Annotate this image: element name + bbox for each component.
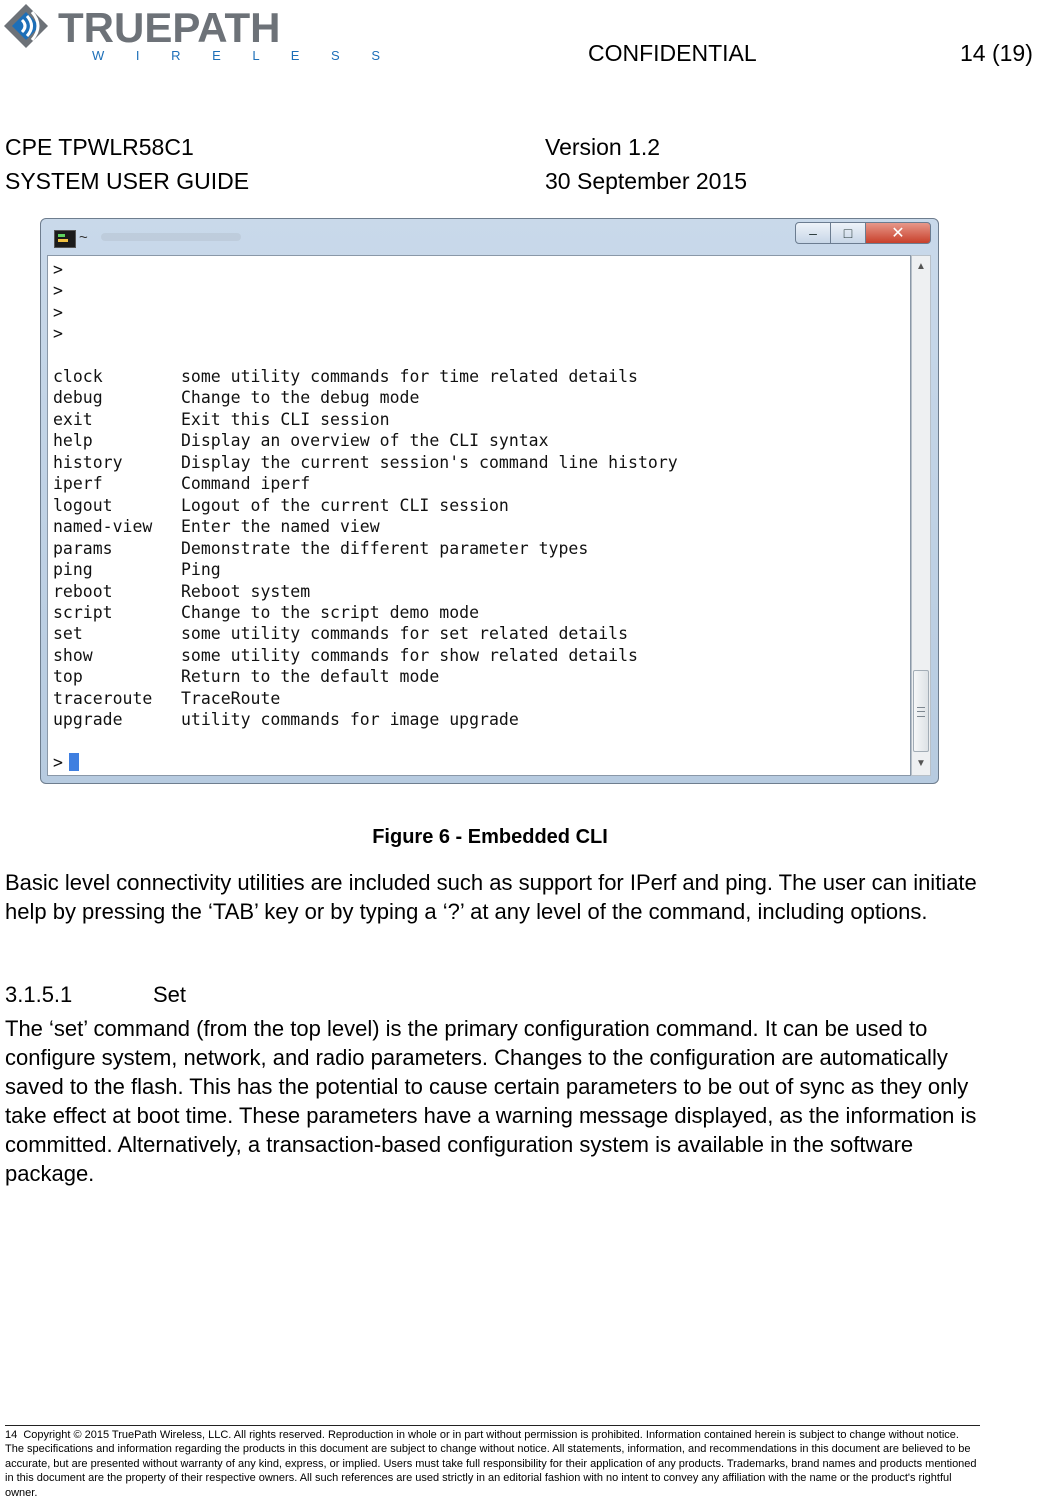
cli-command-name: traceroute bbox=[53, 688, 153, 708]
cli-command-description: Demonstrate the different parameter types bbox=[181, 538, 589, 558]
active-prompt-line[interactable] bbox=[53, 753, 79, 772]
figure-caption: Figure 6 - Embedded CLI bbox=[372, 826, 608, 848]
cli-command-description: some utility commands for set related details bbox=[181, 624, 629, 644]
cli-command-description: Exit this CLI session bbox=[181, 409, 390, 429]
maximize-icon: □ bbox=[843, 225, 853, 241]
terminal-output[interactable] bbox=[47, 255, 911, 776]
footer-copyright bbox=[5, 1428, 980, 1500]
cli-command-name: script bbox=[53, 602, 113, 622]
cli-command-description: utility commands for image upgrade bbox=[181, 710, 519, 730]
section-title: Set bbox=[153, 982, 187, 1007]
cli-command-name: ping bbox=[53, 560, 93, 579]
scroll-up-icon[interactable]: ▲ bbox=[916, 261, 926, 272]
doc-header-right bbox=[545, 130, 747, 198]
cli-command-description: Display the current session's command line history bbox=[181, 452, 678, 472]
cli-command-name: set bbox=[53, 624, 83, 644]
logo-subtext: W I R E L E S S bbox=[92, 48, 394, 63]
version-label: Version 1.2 bbox=[545, 134, 661, 160]
logo-text-true: TRUEPATH bbox=[58, 4, 281, 51]
minimize-button[interactable] bbox=[795, 222, 831, 244]
close-button[interactable] bbox=[865, 222, 931, 244]
close-icon: ✕ bbox=[891, 225, 905, 242]
cli-command-name: clock bbox=[53, 367, 103, 386]
cli-command-description: Enter the named view bbox=[181, 517, 380, 537]
cli-command-description: TraceRoute bbox=[181, 688, 281, 708]
vertical-scrollbar[interactable] bbox=[911, 255, 931, 776]
cli-command-description: Return to the default mode bbox=[181, 667, 440, 687]
doc-header-left bbox=[5, 130, 249, 198]
cli-command-name: named-view bbox=[53, 517, 153, 537]
terminal-app-icon bbox=[54, 230, 76, 248]
truepath-logo bbox=[0, 0, 394, 72]
guide-title: SYSTEM USER GUIDE bbox=[5, 168, 250, 194]
prompt-line: > bbox=[53, 260, 63, 279]
cli-command-name: show bbox=[53, 645, 93, 665]
prompt-line: > bbox=[53, 281, 63, 300]
cli-command-name: upgrade bbox=[53, 710, 123, 730]
footer-page-number: 14 bbox=[5, 1429, 18, 1441]
paragraph-set-command: The ‘set’ command (from the top level) is the primary configuration command. It can be used to configure system, network, and radio parameters. Changes to the configuration are automatically saved to the flash. This has the potential to cause certain parameters to be out of sync as they only take effect at boot time. These parameters have a warning message displayed, as the information is committed. Alternatively, a transaction-based configuration system is available in the software package. bbox=[5, 1016, 977, 1186]
grip-icon bbox=[917, 707, 925, 717]
cli-command-description: some utility commands for time related details bbox=[181, 367, 638, 386]
footer-text: Copyright © 2015 TruePath Wireless, LLC. All rights reserved. Reproduction in whole or in part without permission is prohibited. Information contained herein is subject to change without notice. The specifications and information regarding the products in this document are subject to change without notice. All statements, information, and recommendations in this document are believed to be accurate, but are presented without warranty of any kind, express, or implied. Users must take full responsibility for their application of any products. Trademarks, brand names and products mentioned in this document are the property of their respective owners. All such references are used strictly in an editorial fashion with no intent to convey any affiliation with the name or the product's rightful owner. bbox=[5, 1429, 977, 1499]
cli-command-name: logout bbox=[53, 495, 113, 515]
logo-mark-icon bbox=[4, 4, 48, 48]
page-number: 14 (19) bbox=[960, 40, 1033, 66]
cli-command-name: reboot bbox=[53, 581, 113, 601]
cli-command-description: Logout of the current CLI session bbox=[181, 495, 509, 515]
confidential-label: CONFIDENTIAL bbox=[588, 40, 757, 66]
product-name: CPE TPWLR58C1 bbox=[5, 134, 194, 160]
scroll-down-icon[interactable]: ▼ bbox=[916, 758, 926, 769]
cli-command-description: Change to the script demo mode bbox=[181, 602, 480, 622]
cli-command-name: params bbox=[53, 538, 113, 558]
section-number: 3.1.5.1 bbox=[5, 982, 73, 1007]
final-prompt: > bbox=[53, 753, 63, 772]
window-title-blurred bbox=[101, 233, 241, 241]
doc-date: 30 September 2015 bbox=[545, 168, 748, 194]
minimize-icon: ‒ bbox=[809, 225, 817, 241]
scrollbar-thumb[interactable] bbox=[913, 670, 929, 752]
cli-command-description: Reboot system bbox=[181, 581, 311, 601]
cli-command-description: Change to the debug mode bbox=[181, 388, 420, 408]
cli-command-name: history bbox=[53, 452, 123, 472]
cli-command-description: some utility commands for show related details bbox=[181, 645, 638, 665]
cli-command-description: Ping bbox=[181, 560, 221, 579]
cli-command-name: help bbox=[53, 431, 93, 451]
footer-divider bbox=[5, 1425, 980, 1426]
maximize-button[interactable] bbox=[830, 222, 866, 244]
text-cursor bbox=[69, 753, 79, 771]
cli-command-name: debug bbox=[53, 388, 103, 408]
prompt-line: > bbox=[53, 303, 63, 322]
cli-command-name: iperf bbox=[53, 474, 103, 494]
cli-command-name: top bbox=[53, 667, 83, 687]
paragraph-connectivity: Basic level connectivity utilities are included such as support for IPerf and ping. The user can initiate help by pressing the ‘TAB’ key or by typing a ‘?’ at any level of the command, including options. bbox=[5, 870, 977, 924]
terminal-window bbox=[40, 218, 939, 784]
cli-command-description: Command iperf bbox=[181, 474, 311, 494]
cli-command-name: exit bbox=[53, 409, 93, 429]
window-titlebar[interactable] bbox=[41, 219, 938, 255]
cli-command-description: Display an overview of the CLI syntax bbox=[181, 431, 549, 451]
window-title: ~ bbox=[79, 229, 88, 246]
prompt-line: > bbox=[53, 324, 63, 343]
